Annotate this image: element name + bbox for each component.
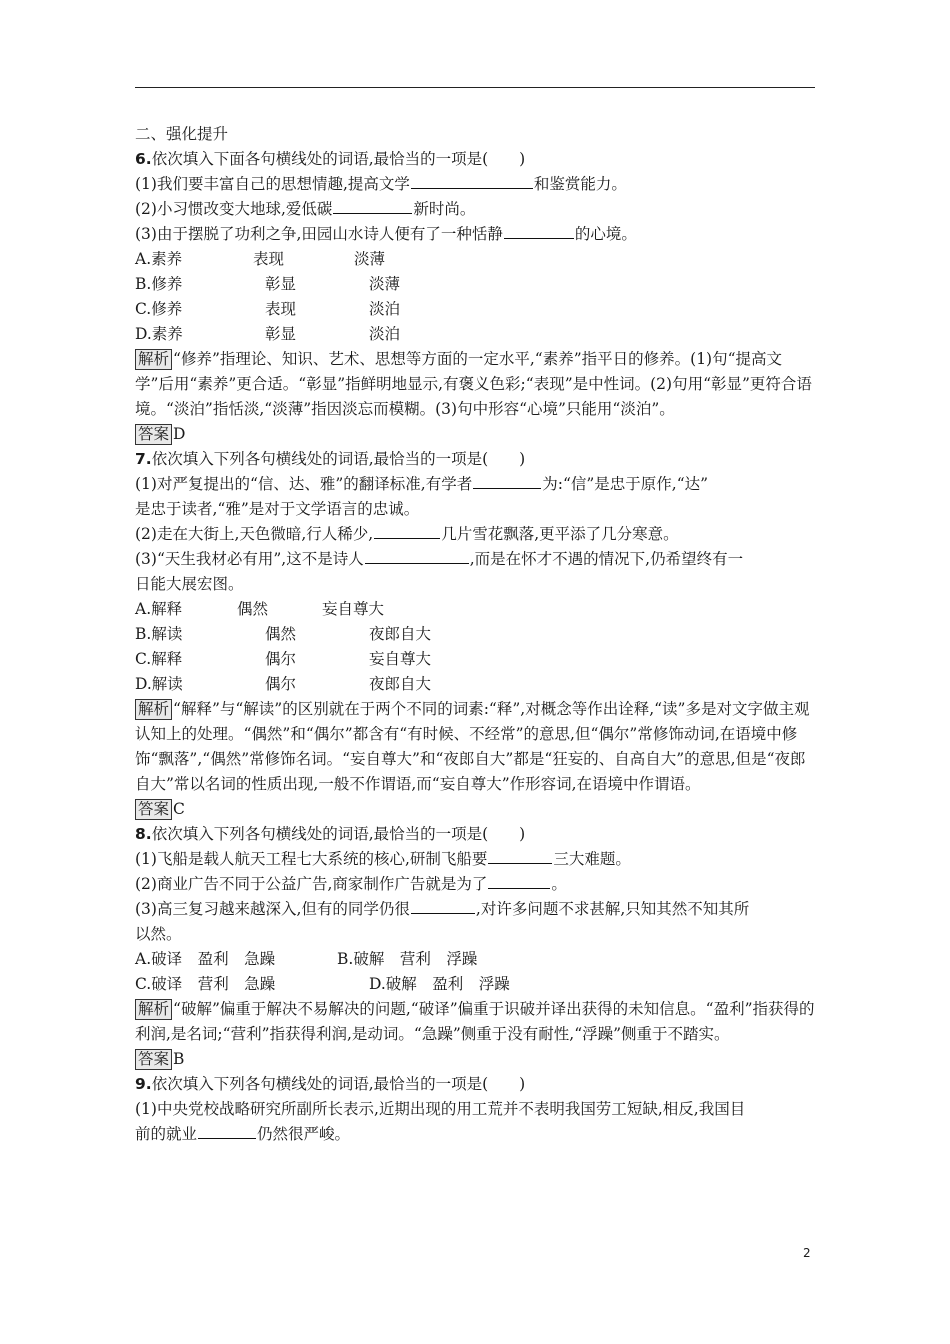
fill-blank[interactable] — [198, 1123, 256, 1139]
question-7-sentence-1: (1)对严复提出的“信、达、雅”的翻译标准,有学者 为:“信”是忠于原作,“达” — [135, 475, 709, 493]
question-9-stem: 9.依次填入下列各句横线处的词语,最恰当的一项是( ) — [135, 1075, 526, 1093]
analysis-label: 解析 — [135, 999, 172, 1020]
question-7-analysis: 解析 “解释”与“解读”的区别就在于两个不同的词素:“释”,对概念等作出诠释,“读”多是对文字做主观认知上的处理。“偶然”和“偶尔”都含有“有时候、不经常”的意思,但“偶尔”常修饰动词,在语境中修饰“飘落”,“偶然”常修饰名词。“妄自尊大”和“夜郎自大”都是“狂妄的、自高自大”的意思,但是“夜郎自大”常以名词的性质出现,一般不作谓语,而“妄自尊大”作形容词,在语境中作谓语。 — [135, 700, 810, 793]
question-6-sentence-3: (3)由于摆脱了功利之争,田园山水诗人便有了一种恬静 的心境。 — [135, 225, 637, 243]
question-8-answer: 答案 B — [135, 1047, 817, 1072]
fill-blank[interactable] — [411, 173, 533, 189]
question-8-option-d[interactable]: D.破解 盈利 浮躁 — [369, 975, 510, 993]
question-7-option-d[interactable]: D.解读 偶尔 夜郎自大 — [135, 675, 432, 693]
question-6-stem: 6.依次填入下面各句横线处的词语,最恰当的一项是( ) — [135, 150, 526, 168]
fill-blank[interactable] — [488, 848, 552, 864]
analysis-label: 解析 — [135, 349, 172, 370]
fill-blank[interactable] — [488, 873, 550, 889]
page-number: 2 — [803, 1246, 811, 1260]
question-8-options-cd — [135, 972, 817, 997]
question-6-answer: 答案 D — [135, 422, 817, 447]
question-6-option-d[interactable]: D.素养 彰显 淡泊 — [135, 325, 401, 343]
answer-label: 答案 — [135, 424, 172, 445]
question-8-sentence-3-cont: 以然。 — [135, 925, 182, 943]
fill-blank[interactable] — [333, 198, 412, 214]
question-8-analysis: 解析 “破解”偏重于解决不易解决的问题,“破译”偏重于识破并译出获得的未知信息。“盈利”指获得的利润,是名词;“营利”指获得利润,是动词。“急躁”侧重于没有耐性,“浮躁”侧重于不踏实。 — [135, 1000, 815, 1043]
answer-label: 答案 — [135, 1049, 172, 1070]
section-title: 二、强化提升 — [135, 125, 229, 143]
question-6-option-c[interactable]: C.修养 表现 淡泊 — [135, 300, 401, 318]
fill-blank[interactable] — [411, 898, 475, 914]
question-8-option-a[interactable]: A.破译 盈利 急躁 — [135, 950, 276, 968]
question-8-option-c[interactable]: C.破译 营利 急躁 — [135, 975, 276, 993]
header-rule — [135, 87, 815, 88]
question-7-sentence-1-cont: 是忠于读者,“雅”是对于文学语言的忠诚。 — [135, 500, 420, 518]
question-number: 7. — [135, 450, 152, 468]
question-8-options-ab — [135, 947, 817, 972]
fill-blank[interactable] — [365, 548, 469, 564]
question-7-sentence-2: (2)走在大街上,天色微暗,行人稀少, 几片雪花飘落,更平添了几分寒意。 — [135, 525, 679, 543]
question-7-sentence-3-cont: 日能大展宏图。 — [135, 575, 244, 593]
question-9-sentence-1-cont: 前的就业 仍然很严峻。 — [135, 1125, 351, 1143]
question-number: 6. — [135, 150, 152, 168]
question-number: 8. — [135, 825, 152, 843]
fill-blank[interactable] — [504, 223, 574, 239]
question-number: 9. — [135, 1075, 152, 1093]
question-8-sentence-2: (2)商业广告不同于公益广告,商家制作广告就是为了 。 — [135, 875, 567, 893]
question-7-option-a[interactable]: A.解释 偶然 妄自尊大 — [135, 600, 385, 618]
question-7-stem: 7.依次填入下列各句横线处的词语,最恰当的一项是( ) — [135, 450, 526, 468]
question-6-option-b[interactable]: B.修养 彰显 淡薄 — [135, 275, 401, 293]
fill-blank[interactable] — [374, 523, 440, 539]
analysis-label: 解析 — [135, 699, 172, 720]
question-6-sentence-2: (2)小习惯改变大地球,爱低碳 新时尚。 — [135, 200, 476, 218]
question-8-stem: 8.依次填入下列各句横线处的词语,最恰当的一项是( ) — [135, 825, 526, 843]
question-6-sentence-1: (1)我们要丰富自己的思想情趣,提高文学 和鉴赏能力。 — [135, 175, 627, 193]
fill-blank[interactable] — [473, 473, 541, 489]
question-6-analysis: 解析 “修养”指理论、知识、艺术、思想等方面的一定水平,“素养”指平日的修养。(1)句“提高文学”后用“素养”更合适。“彰显”指鲜明地显示,有褒义色彩;“表现”是中性词。(2)句用“彰显”更符合语境。“淡泊”指恬淡,“淡薄”指因淡忘而模糊。(3)句中形容“心境”只能用“淡泊”。 — [135, 350, 812, 418]
question-8-sentence-1: (1)飞船是载人航天工程七大系统的核心,研制飞船要 三大难题。 — [135, 850, 631, 868]
question-9-sentence-1: (1)中央党校战略研究所副所长表示,近期出现的用工荒并不表明我国劳工短缺,相反,我国目 — [135, 1100, 746, 1118]
document-body — [135, 122, 817, 1147]
question-7-answer: 答案 C — [135, 797, 817, 822]
question-7-option-b[interactable]: B.解读 偶然 夜郎自大 — [135, 625, 432, 643]
question-8-option-b[interactable]: B.破解 营利 浮躁 — [337, 950, 478, 968]
question-7-option-c[interactable]: C.解释 偶尔 妄自尊大 — [135, 650, 432, 668]
question-6-option-a[interactable]: A.素养 表现 淡薄 — [135, 250, 386, 268]
answer-label: 答案 — [135, 799, 172, 820]
question-8-sentence-3: (3)高三复习越来越深入,但有的同学仍很 ,对许多问题不求甚解,只知其然不知其所 — [135, 900, 750, 918]
question-7-sentence-3: (3)“天生我材必有用”,这不是诗人 ,而是在怀才不遇的情况下,仍希望终有一 — [135, 550, 744, 568]
